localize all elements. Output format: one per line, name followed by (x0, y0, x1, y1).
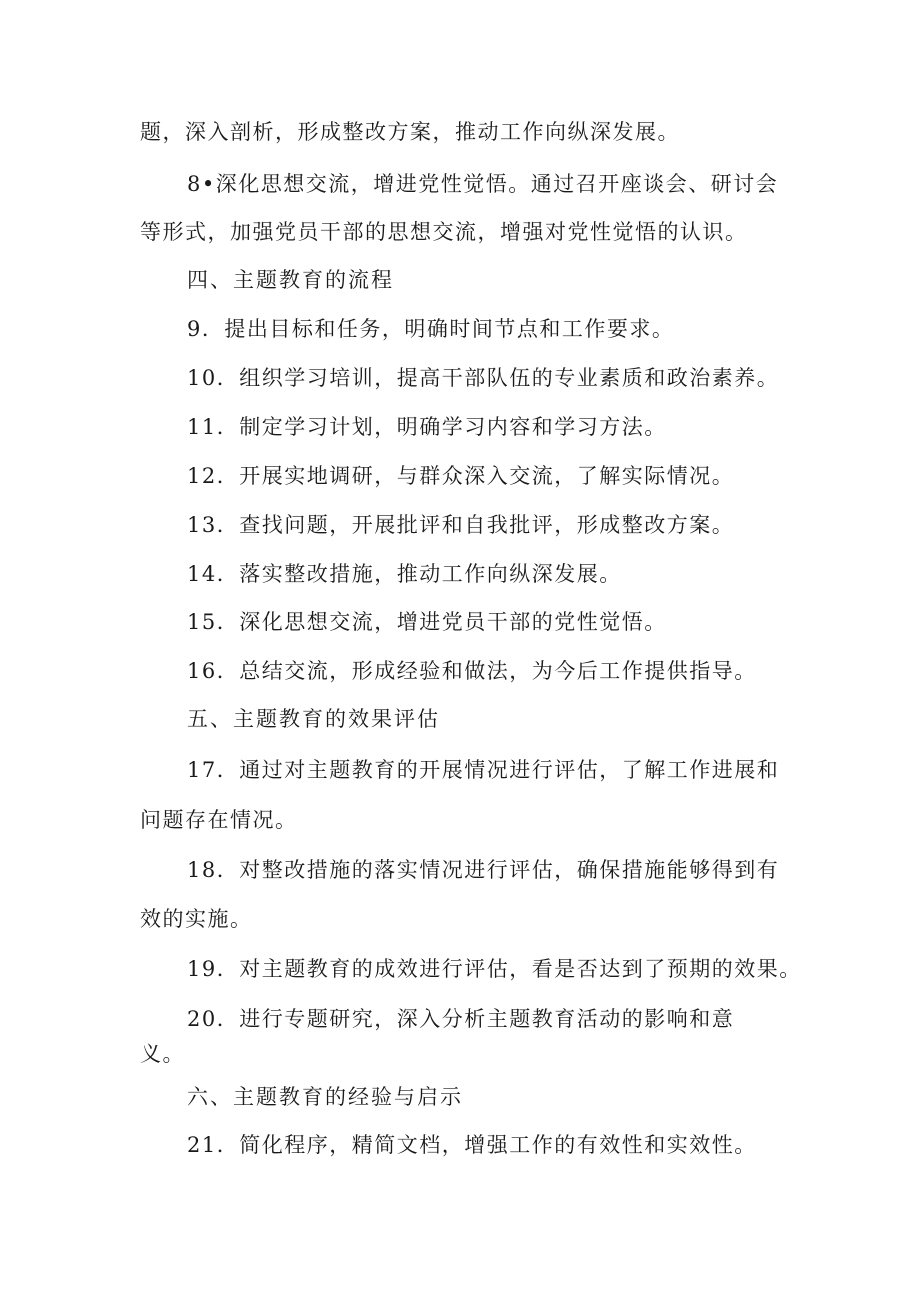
list-item: 20．进行专题研究，深入分析主题教育活动的影响和意 (187, 1007, 735, 1031)
paragraph-line: 8•深化思想交流，增进党性觉悟。通过召开座谈会、研讨会 (187, 172, 779, 196)
list-item: 15．深化思想交流，增进党员干部的党性觉悟。 (187, 610, 667, 634)
section-heading: 四、主题教育的流程 (187, 268, 394, 292)
list-item: 11．制定学习计划，明确学习内容和学习方法。 (187, 415, 667, 439)
list-item: 12．开展实地调研，与群众深入交流，了解实际情况。 (187, 464, 735, 488)
list-item-continuation: 效的实施。 (140, 907, 253, 931)
list-item: 9．提出目标和任务，明确时间节点和工作要求。 (187, 317, 675, 341)
list-item: 13．查找问题，开展批评和自我批评，形成整改方案。 (187, 513, 735, 537)
list-item: 17．通过对主题教育的开展情况进行评估，了解工作进展和 (187, 758, 780, 782)
list-item: 19．对主题教育的成效进行评估，看是否达到了预期的效果。 (187, 957, 802, 981)
list-item: 16．总结交流，形成经验和做法，为今后工作提供指导。 (187, 659, 757, 683)
list-item-continuation: 问题存在情况。 (140, 808, 298, 832)
list-item: 21．简化程序，精简文档，增强工作的有效性和实效性。 (187, 1133, 757, 1157)
section-heading: 五、主题教育的效果评估 (187, 707, 440, 731)
list-item: 14．落实整改措施，推动工作向纵深发展。 (187, 562, 622, 586)
list-item: 10．组织学习培训，提高干部队伍的专业素质和政治素养。 (187, 366, 780, 390)
section-heading: 六、主题教育的经验与启示 (187, 1085, 463, 1109)
paragraph-line: 等形式，加强党员干部的思想交流，增强对党性觉悟的认识。 (140, 220, 748, 244)
list-item-continuation: 义。 (140, 1042, 185, 1066)
paragraph-line: 题，深入剖析，形成整改方案，推动工作向纵深发展。 (140, 120, 680, 144)
list-item: 18．对整改措施的落实情况进行评估，确保措施能够得到有 (187, 858, 780, 882)
